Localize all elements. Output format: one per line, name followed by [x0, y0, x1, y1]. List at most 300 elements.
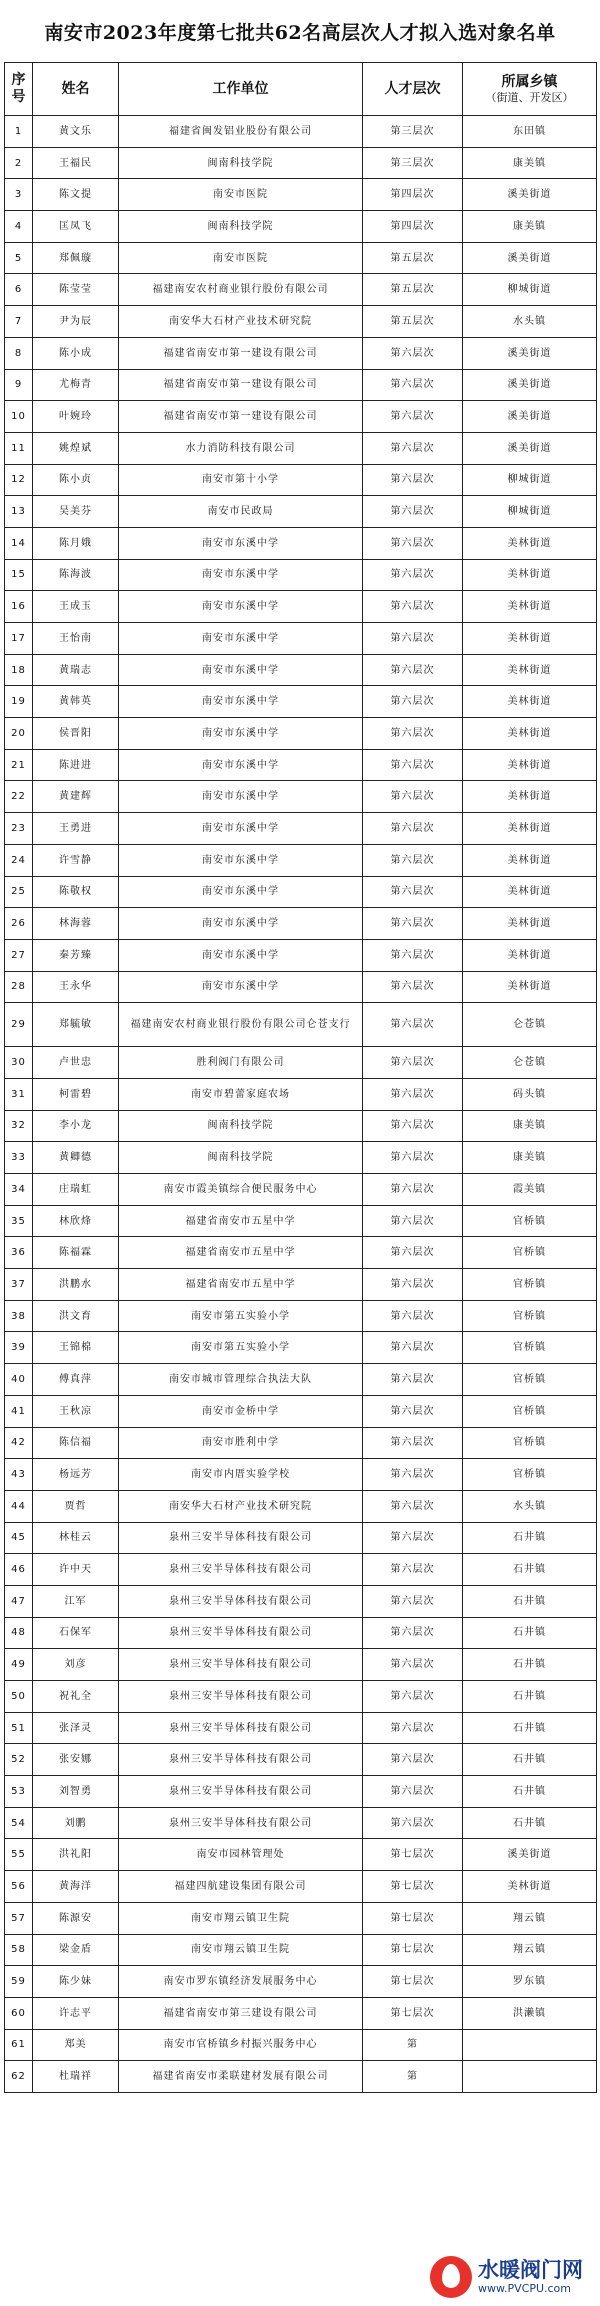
cell-seq: 44 — [5, 1490, 33, 1522]
cell-unit: 泉州三安半导体科技有限公司 — [119, 1554, 363, 1586]
watermark-site-url: www.PVCPU.com — [478, 2282, 571, 2295]
cell-seq: 55 — [5, 1839, 33, 1871]
cell-name: 姚煌斌 — [33, 432, 119, 464]
cell-town: 柳城街道 — [463, 274, 597, 306]
cell-town: 东田镇 — [463, 116, 597, 148]
cell-town: 溪美街道 — [463, 179, 597, 211]
cell-unit: 南安市第五实验小学 — [119, 1332, 363, 1364]
table-row — [5, 876, 597, 908]
talent-roster-table — [4, 62, 597, 2093]
cell-town: 官桥镇 — [463, 1237, 597, 1269]
cell-town: 康美镇 — [463, 1142, 597, 1174]
cell-name: 黄建辉 — [33, 781, 119, 813]
table-row — [5, 1269, 597, 1301]
cell-level: 第六层次 — [363, 844, 463, 876]
cell-level: 第六层次 — [363, 1142, 463, 1174]
cell-town: 石井镇 — [463, 1522, 597, 1554]
cell-name: 许志平 — [33, 1997, 119, 2029]
cell-name: 陈小成 — [33, 337, 119, 369]
cell-unit: 南安市东溪中学 — [119, 813, 363, 845]
cell-name: 梁金盾 — [33, 1934, 119, 1966]
cell-level: 第七层次 — [363, 1966, 463, 1998]
cell-name: 江军 — [33, 1585, 119, 1617]
cell-unit: 南安华大石材产业技术研究院 — [119, 1490, 363, 1522]
cell-name: 刘鹏 — [33, 1807, 119, 1839]
cell-town — [463, 2029, 597, 2061]
cell-town: 美林街道 — [463, 718, 597, 750]
cell-town: 美林街道 — [463, 559, 597, 591]
cell-town: 美林街道 — [463, 844, 597, 876]
cell-level: 第六层次 — [363, 464, 463, 496]
cell-town: 石井镇 — [463, 1712, 597, 1744]
cell-seq: 25 — [5, 876, 33, 908]
cell-unit: 南安市医院 — [119, 242, 363, 274]
cell-unit: 南安市东溪中学 — [119, 527, 363, 559]
cell-town: 官桥镇 — [463, 1300, 597, 1332]
cell-level: 第 — [363, 2061, 463, 2093]
cell-town: 翔云镇 — [463, 1902, 597, 1934]
cell-town: 官桥镇 — [463, 1364, 597, 1396]
cell-seq: 29 — [5, 1003, 33, 1047]
cell-level: 第六层次 — [363, 1712, 463, 1744]
cell-name: 王勇进 — [33, 813, 119, 845]
cell-name: 王怡南 — [33, 623, 119, 655]
table-row — [5, 1839, 597, 1871]
cell-level: 第六层次 — [363, 1522, 463, 1554]
cell-name: 叶婉玲 — [33, 401, 119, 433]
table-row — [5, 242, 597, 274]
cell-name: 李小龙 — [33, 1110, 119, 1142]
cell-unit: 福建四航建设集团有限公司 — [119, 1871, 363, 1903]
cell-unit: 胜利阀门有限公司 — [119, 1047, 363, 1079]
cell-seq: 11 — [5, 432, 33, 464]
table-row — [5, 718, 597, 750]
cell-name: 杨远芳 — [33, 1459, 119, 1491]
cell-level: 第六层次 — [363, 1776, 463, 1808]
cell-town: 洪濑镇 — [463, 1997, 597, 2029]
cell-name: 卢世忠 — [33, 1047, 119, 1079]
cell-level: 第六层次 — [363, 1427, 463, 1459]
cell-seq: 12 — [5, 464, 33, 496]
cell-name: 林欣烽 — [33, 1205, 119, 1237]
cell-seq: 4 — [5, 211, 33, 243]
table-row — [5, 1902, 597, 1934]
cell-unit: 南安市东溪中学 — [119, 654, 363, 686]
cell-level: 第六层次 — [363, 749, 463, 781]
cell-name: 柯雷碧 — [33, 1078, 119, 1110]
cell-seq: 3 — [5, 179, 33, 211]
cell-town: 美林街道 — [463, 781, 597, 813]
cell-level: 第五层次 — [363, 242, 463, 274]
cell-town: 码头镇 — [463, 1078, 597, 1110]
cell-name: 陈进进 — [33, 749, 119, 781]
cell-town: 溪美街道 — [463, 1839, 597, 1871]
cell-seq: 38 — [5, 1300, 33, 1332]
table-row — [5, 1078, 597, 1110]
cell-unit: 南安市罗东镇经济发展服务中心 — [119, 1966, 363, 1998]
cell-seq: 2 — [5, 147, 33, 179]
cell-seq: 59 — [5, 1966, 33, 1998]
cell-name: 黄海洋 — [33, 1871, 119, 1903]
cell-name: 陈海波 — [33, 559, 119, 591]
table-row — [5, 1003, 597, 1047]
cell-unit: 南安市第五实验小学 — [119, 1300, 363, 1332]
watermark-site-name: 水暖阀门网 — [478, 2258, 583, 2282]
table-row — [5, 1712, 597, 1744]
cell-unit: 南安市第十小学 — [119, 464, 363, 496]
cell-seq: 10 — [5, 401, 33, 433]
table-row — [5, 369, 597, 401]
cell-unit: 福建省南安市第一建设有限公司 — [119, 401, 363, 433]
cell-name: 许雪静 — [33, 844, 119, 876]
cell-level: 第六层次 — [363, 1174, 463, 1206]
cell-unit: 南安市胜利中学 — [119, 1427, 363, 1459]
cell-town: 美林街道 — [463, 971, 597, 1003]
cell-town: 石井镇 — [463, 1681, 597, 1713]
table-row — [5, 116, 597, 148]
table-row — [5, 844, 597, 876]
cell-unit: 泉州三安半导体科技有限公司 — [119, 1585, 363, 1617]
cell-seq: 21 — [5, 749, 33, 781]
table-row — [5, 1300, 597, 1332]
cell-level: 第五层次 — [363, 306, 463, 338]
cell-name: 尤梅青 — [33, 369, 119, 401]
cell-level: 第四层次 — [363, 179, 463, 211]
table-row — [5, 401, 597, 433]
cell-town: 官桥镇 — [463, 1459, 597, 1491]
cell-town: 石井镇 — [463, 1807, 597, 1839]
cell-level: 第六层次 — [363, 1110, 463, 1142]
cell-unit: 南安市霞美镇综合便民服务中心 — [119, 1174, 363, 1206]
cell-level: 第六层次 — [363, 1300, 463, 1332]
table-row — [5, 971, 597, 1003]
cell-name: 林海蓉 — [33, 908, 119, 940]
cell-level: 第六层次 — [363, 1332, 463, 1364]
table-row — [5, 1174, 597, 1206]
cell-unit: 南安市东溪中学 — [119, 844, 363, 876]
cell-unit: 南安市民政局 — [119, 496, 363, 528]
table-row — [5, 1142, 597, 1174]
cell-level: 第六层次 — [363, 369, 463, 401]
cell-unit: 南安市碧蕾家庭农场 — [119, 1078, 363, 1110]
table-row — [5, 1585, 597, 1617]
cell-level: 第六层次 — [363, 1554, 463, 1586]
cell-seq: 32 — [5, 1110, 33, 1142]
cell-level: 第六层次 — [363, 1237, 463, 1269]
cell-seq: 56 — [5, 1871, 33, 1903]
cell-town: 石井镇 — [463, 1744, 597, 1776]
table-row — [5, 623, 597, 655]
table-row — [5, 1364, 597, 1396]
cell-town: 康美镇 — [463, 1110, 597, 1142]
cell-seq: 46 — [5, 1554, 33, 1586]
header-town-label: 所属乡镇 — [501, 73, 558, 90]
cell-level: 第七层次 — [363, 1839, 463, 1871]
cell-seq: 7 — [5, 306, 33, 338]
cell-seq: 40 — [5, 1364, 33, 1396]
table-row — [5, 1427, 597, 1459]
cell-name: 黄文乐 — [33, 116, 119, 148]
cell-town: 石井镇 — [463, 1649, 597, 1681]
cell-unit: 福建南安农村商业银行股份有限公司 — [119, 274, 363, 306]
cell-town: 翔云镇 — [463, 1934, 597, 1966]
cell-unit: 水力消防科技有限公司 — [119, 432, 363, 464]
cell-seq: 39 — [5, 1332, 33, 1364]
cell-unit: 闽南科技学院 — [119, 1142, 363, 1174]
cell-name: 林桂云 — [33, 1522, 119, 1554]
cell-name: 郑美 — [33, 2029, 119, 2061]
cell-unit: 泉州三安半导体科技有限公司 — [119, 1807, 363, 1839]
cell-seq: 27 — [5, 939, 33, 971]
cell-town: 官桥镇 — [463, 1205, 597, 1237]
table-row — [5, 179, 597, 211]
cell-level: 第六层次 — [363, 908, 463, 940]
cell-unit: 福建省南安市第一建设有限公司 — [119, 369, 363, 401]
cell-unit: 福建省南安市五星中学 — [119, 1269, 363, 1301]
cell-level: 第三层次 — [363, 147, 463, 179]
cell-level: 第六层次 — [363, 496, 463, 528]
cell-name: 郑毓敏 — [33, 1003, 119, 1047]
cell-level: 第六层次 — [363, 1490, 463, 1522]
cell-level: 第六层次 — [363, 623, 463, 655]
cell-name: 刘彦 — [33, 1649, 119, 1681]
cell-unit: 福建省南安市五星中学 — [119, 1205, 363, 1237]
cell-level: 第六层次 — [363, 1585, 463, 1617]
cell-name: 黄韩英 — [33, 686, 119, 718]
cell-level: 第六层次 — [363, 971, 463, 1003]
cell-level: 第六层次 — [363, 1047, 463, 1079]
cell-level: 第七层次 — [363, 1997, 463, 2029]
table-row — [5, 1807, 597, 1839]
cell-town: 美林街道 — [463, 527, 597, 559]
cell-seq: 20 — [5, 718, 33, 750]
cell-name: 王成玉 — [33, 591, 119, 623]
cell-level: 第六层次 — [363, 1649, 463, 1681]
cell-name: 秦芳臻 — [33, 939, 119, 971]
table-row — [5, 939, 597, 971]
cell-seq: 43 — [5, 1459, 33, 1491]
table-row — [5, 1205, 597, 1237]
cell-unit: 南安市翔云镇卫生院 — [119, 1934, 363, 1966]
header-level: 人才层次 — [363, 63, 463, 116]
cell-town: 水头镇 — [463, 306, 597, 338]
cell-town: 美林街道 — [463, 654, 597, 686]
cell-seq: 13 — [5, 496, 33, 528]
table-row — [5, 749, 597, 781]
cell-seq: 1 — [5, 116, 33, 148]
cell-seq: 23 — [5, 813, 33, 845]
cell-level: 第四层次 — [363, 211, 463, 243]
cell-name: 陈少妹 — [33, 1966, 119, 1998]
cell-name: 陈源安 — [33, 1902, 119, 1934]
cell-town: 柳城街道 — [463, 464, 597, 496]
cell-town: 康美镇 — [463, 147, 597, 179]
cell-unit: 泉州三安半导体科技有限公司 — [119, 1649, 363, 1681]
table-row — [5, 2061, 597, 2093]
cell-town: 美林街道 — [463, 876, 597, 908]
cell-seq: 42 — [5, 1427, 33, 1459]
table-row — [5, 781, 597, 813]
cell-seq: 24 — [5, 844, 33, 876]
cell-seq: 52 — [5, 1744, 33, 1776]
cell-town: 美林街道 — [463, 591, 597, 623]
cell-unit: 福建南安农村商业银行股份有限公司仑苍支行 — [119, 1003, 363, 1047]
cell-name: 刘智勇 — [33, 1776, 119, 1808]
cell-seq: 60 — [5, 1997, 33, 2029]
cell-seq: 5 — [5, 242, 33, 274]
cell-seq: 26 — [5, 908, 33, 940]
cell-level: 第六层次 — [363, 1364, 463, 1396]
cell-level: 第六层次 — [363, 939, 463, 971]
cell-unit: 南安市城市管理综合执法大队 — [119, 1364, 363, 1396]
cell-seq: 62 — [5, 2061, 33, 2093]
cell-seq: 36 — [5, 1237, 33, 1269]
cell-name: 郑佩璇 — [33, 242, 119, 274]
cell-town: 美林街道 — [463, 939, 597, 971]
table-row — [5, 211, 597, 243]
table-row — [5, 591, 597, 623]
cell-seq: 37 — [5, 1269, 33, 1301]
table-row — [5, 1744, 597, 1776]
table-row — [5, 2029, 597, 2061]
table-row — [5, 1776, 597, 1808]
table-row — [5, 1237, 597, 1269]
cell-name: 王福民 — [33, 147, 119, 179]
cell-unit: 福建省南安市第一建设有限公司 — [119, 337, 363, 369]
cell-town: 罗东镇 — [463, 1966, 597, 1998]
cell-town: 官桥镇 — [463, 1269, 597, 1301]
cell-seq: 14 — [5, 527, 33, 559]
cell-town: 美林街道 — [463, 813, 597, 845]
table-row — [5, 306, 597, 338]
cell-level: 第六层次 — [363, 781, 463, 813]
cell-level: 第六层次 — [363, 1744, 463, 1776]
cell-town: 美林街道 — [463, 686, 597, 718]
cell-seq: 30 — [5, 1047, 33, 1079]
cell-town: 溪美街道 — [463, 401, 597, 433]
cell-town: 康美镇 — [463, 211, 597, 243]
header-unit: 工作单位 — [119, 63, 363, 116]
cell-name: 陈敬权 — [33, 876, 119, 908]
cell-unit: 闽南科技学院 — [119, 1110, 363, 1142]
cell-town: 美林街道 — [463, 1871, 597, 1903]
cell-unit: 南安市东溪中学 — [119, 971, 363, 1003]
cell-name: 侯晋阳 — [33, 718, 119, 750]
cell-seq: 49 — [5, 1649, 33, 1681]
cell-seq: 51 — [5, 1712, 33, 1744]
table-row — [5, 1047, 597, 1079]
cell-seq: 16 — [5, 591, 33, 623]
cell-seq: 31 — [5, 1078, 33, 1110]
table-row — [5, 496, 597, 528]
table-row — [5, 1332, 597, 1364]
cell-seq: 19 — [5, 686, 33, 718]
cell-unit: 南安市东溪中学 — [119, 749, 363, 781]
cell-seq: 47 — [5, 1585, 33, 1617]
table-body — [5, 116, 597, 2093]
cell-level: 第七层次 — [363, 1902, 463, 1934]
cell-seq: 15 — [5, 559, 33, 591]
cell-unit: 泉州三安半导体科技有限公司 — [119, 1744, 363, 1776]
cell-unit: 南安市翔云镇卫生院 — [119, 1902, 363, 1934]
table-row — [5, 274, 597, 306]
cell-name: 陈文提 — [33, 179, 119, 211]
cell-name: 黄卿德 — [33, 1142, 119, 1174]
cell-level: 第七层次 — [363, 1871, 463, 1903]
cell-name: 杜瑞祥 — [33, 2061, 119, 2093]
cell-town: 美林街道 — [463, 908, 597, 940]
cell-name: 张安娜 — [33, 1744, 119, 1776]
table-row — [5, 1554, 597, 1586]
table-row — [5, 1871, 597, 1903]
cell-name: 陈小贞 — [33, 464, 119, 496]
cell-name: 王锦棉 — [33, 1332, 119, 1364]
table-row — [5, 337, 597, 369]
cell-town: 石井镇 — [463, 1585, 597, 1617]
cell-seq: 61 — [5, 2029, 33, 2061]
cell-seq: 50 — [5, 1681, 33, 1713]
cell-unit: 南安市东溪中学 — [119, 591, 363, 623]
table-row — [5, 147, 597, 179]
cell-unit: 南安市东溪中学 — [119, 623, 363, 655]
table-row — [5, 1997, 597, 2029]
cell-level: 第六层次 — [363, 1617, 463, 1649]
cell-unit: 南安华大石材产业技术研究院 — [119, 306, 363, 338]
cell-seq: 54 — [5, 1807, 33, 1839]
cell-level: 第六层次 — [363, 337, 463, 369]
cell-level: 第六层次 — [363, 1459, 463, 1491]
cell-seq: 35 — [5, 1205, 33, 1237]
cell-name: 傅真萍 — [33, 1364, 119, 1396]
cell-town: 官桥镇 — [463, 1332, 597, 1364]
cell-seq: 9 — [5, 369, 33, 401]
cell-unit: 南安市东溪中学 — [119, 686, 363, 718]
cell-unit: 泉州三安半导体科技有限公司 — [119, 1522, 363, 1554]
cell-town: 石井镇 — [463, 1776, 597, 1808]
cell-name: 陈信福 — [33, 1427, 119, 1459]
cell-town: 石井镇 — [463, 1554, 597, 1586]
cell-level: 第六层次 — [363, 1078, 463, 1110]
cell-level: 第六层次 — [363, 1269, 463, 1301]
cell-seq: 45 — [5, 1522, 33, 1554]
cell-town: 仑苍镇 — [463, 1003, 597, 1047]
cell-level: 第六层次 — [363, 591, 463, 623]
cell-level: 第五层次 — [363, 274, 463, 306]
cell-seq: 53 — [5, 1776, 33, 1808]
cell-town: 溪美街道 — [463, 337, 597, 369]
header-town-sublabel: （街道、开发区） — [485, 90, 574, 104]
cell-level: 第 — [363, 2029, 463, 2061]
cell-town: 溪美街道 — [463, 242, 597, 274]
cell-level: 第六层次 — [363, 654, 463, 686]
cell-level: 第六层次 — [363, 876, 463, 908]
cell-name: 贾哲 — [33, 1490, 119, 1522]
cell-unit: 闽南科技学院 — [119, 147, 363, 179]
header-seq: 序号 — [5, 63, 33, 116]
cell-unit: 福建省南安市柔联建材发展有限公司 — [119, 2061, 363, 2093]
cell-unit: 南安市内厝实验学校 — [119, 1459, 363, 1491]
cell-unit: 闽南科技学院 — [119, 211, 363, 243]
header-name: 姓名 — [33, 63, 119, 116]
cell-name: 祝礼全 — [33, 1681, 119, 1713]
cell-seq: 6 — [5, 274, 33, 306]
cell-seq: 57 — [5, 1902, 33, 1934]
cell-unit: 南安市东溪中学 — [119, 781, 363, 813]
cell-unit: 南安市金桥中学 — [119, 1395, 363, 1427]
cell-name: 陈月娥 — [33, 527, 119, 559]
cell-name: 洪礼阳 — [33, 1839, 119, 1871]
cell-seq: 41 — [5, 1395, 33, 1427]
